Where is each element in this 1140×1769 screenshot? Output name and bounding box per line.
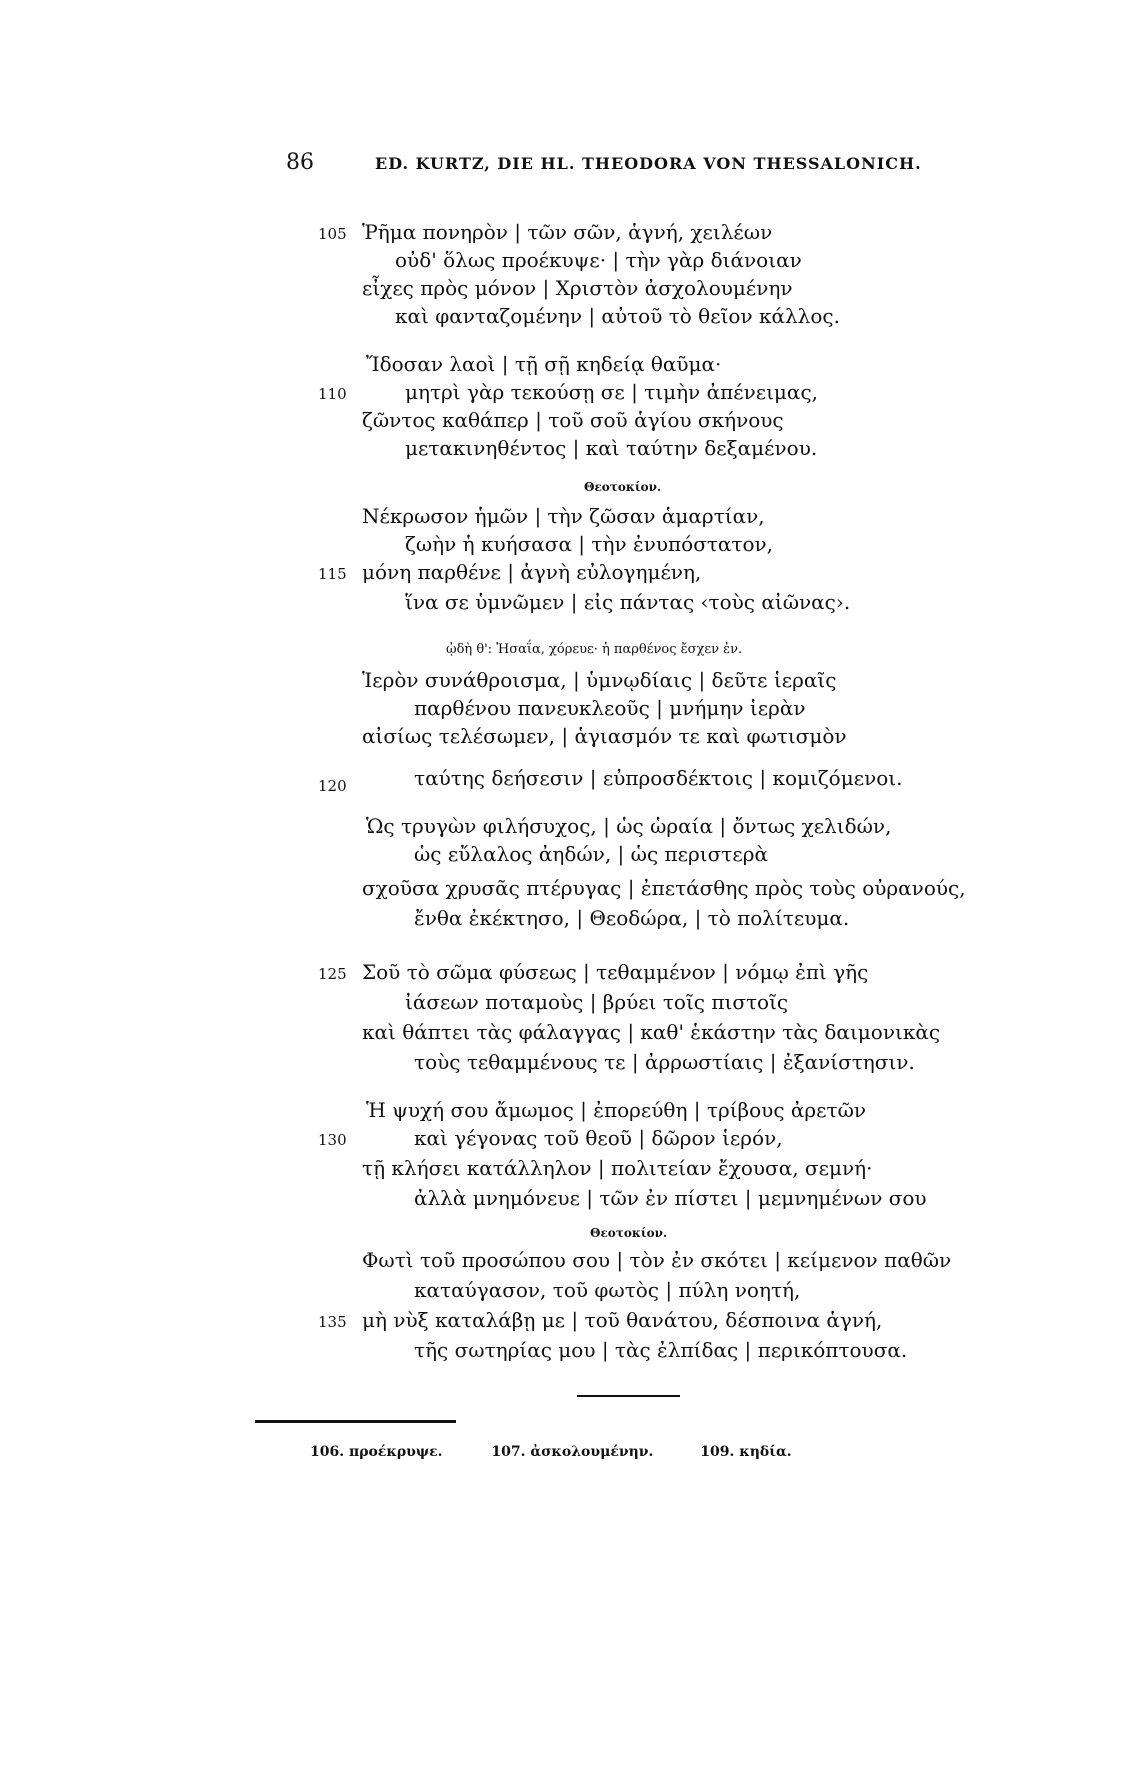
ode-rubric: ᾠδὴ θ': Ἠσαΐα, χόρευε· ἡ παρθένος ἔσχεν ἐν. [446, 642, 743, 657]
verse-line: καὶ θάπτει τὰς φάλαγγας | καθ' ἑκάστην τὰς δαιμονικὰς [362, 1020, 941, 1044]
verse-line: σχοῦσα χρυσᾶς πτέρυγας | ἐπετάσθης πρὸς τοὺς οὐρανούς, [362, 876, 966, 900]
line-number: 135 [318, 1313, 347, 1331]
footnote: 109. κηδία. [700, 1444, 792, 1460]
verse-line: ταύτης δεήσεσιν | εὐπροσδέκτοις | κομιζόμενοι. [414, 766, 903, 790]
verse-line: Ὡς τρυγὼν φιλήσυχος, | ὡς ὡραία | ὄντως χελιδών, [366, 814, 892, 838]
theotokion-rubric: Θεοτοκίον. [590, 1226, 668, 1240]
line-number: 130 [318, 1131, 347, 1149]
verse-line: ὡς εὔλαλος ἀηδών, | ὡς περιστερὰ [414, 842, 768, 866]
footnote: 107. ἀσκολουμένην. [491, 1444, 654, 1460]
verse-line: εἶχες πρὸς μόνον | Χριστὸν ἀσχολουμένην [362, 276, 793, 300]
verse-line: Φωτὶ τοῦ προσώπου σου | τὸν ἐν σκότει | κείμενον παθῶν [362, 1248, 952, 1272]
verse-line: Ἡ ψυχή σου ἄμωμος | ἐπορεύθη | τρίβους ἀρετῶν [366, 1098, 867, 1122]
line-number: 105 [318, 225, 347, 243]
verse-line: οὐδ' ὅλως προέκυψε· | τὴν γὰρ διάνοιαν [395, 248, 802, 272]
line-number: 120 [318, 777, 347, 795]
page-number: 86 [286, 150, 314, 175]
running-head: ED. KURTZ, DIE HL. THEODORA VON THESSALONICH. [375, 154, 922, 173]
verse-line: ζῶντος καθάπερ | τοῦ σοῦ ἁγίου σκήνους [362, 408, 784, 432]
verse-line: ἔνθα ἐκέκτησο, | Θεοδώρα, | τὸ πολίτευμα. [414, 906, 850, 930]
verse-line: Σοῦ τὸ σῶμα φύσεως | τεθαμμένον | νόμῳ ἐπὶ γῆς [362, 960, 869, 984]
verse-line: μὴ νὺξ καταλάβῃ με | τοῦ θανάτου, δέσποινα ἁγνή, [362, 1308, 883, 1332]
verse-line: αἰσίως τελέσωμεν, | ἁγιασμόν τε καὶ φωτισμὸν [362, 724, 847, 748]
verse-line: παρθένου πανευκλεοῦς | μνήμην ἱερὰν [414, 696, 806, 720]
apparatus-footnotes [310, 1444, 792, 1460]
verse-line: Ἴδοσαν λαοὶ | τῇ σῇ κηδείᾳ θαῦμα· [366, 352, 722, 376]
verse-line: καὶ φανταζομένην | αὐτοῦ τὸ θεῖον κάλλος. [395, 304, 840, 328]
footnote: 106. προέκρυψε. [310, 1444, 443, 1460]
verse-line: Ἱερὸν συνάθροισμα, | ὑμνῳδίαις | δεῦτε ἱεραῖς [362, 668, 837, 692]
verse-line: καταύγασον, τοῦ φωτὸς | πύλη νοητή, [414, 1278, 801, 1302]
verse-line: τοὺς τεθαμμένους τε | ἀρρωστίαις | ἐξανίστησιν. [414, 1050, 915, 1074]
verse-line: τῆς σωτηρίας μου | τὰς ἐλπίδας | περικόπτουσα. [414, 1338, 908, 1362]
line-number: 110 [318, 385, 347, 403]
verse-line: μητρὶ γὰρ τεκούσῃ σε | τιμὴν ἀπένειμας, [405, 380, 818, 404]
verse-line: ἵνα σε ὑμνῶμεν | εἰς πάντας ‹τοὺς αἰῶνας›. [405, 590, 851, 614]
verse-line: Νέκρωσον ἡμῶν | τὴν ζῶσαν ἁμαρτίαν, [362, 504, 765, 528]
line-number: 115 [318, 565, 347, 583]
verse-line: ζωὴν ἡ κυήσασα | τὴν ἐνυπόστατον, [405, 532, 774, 556]
verse-line: ἀλλὰ μνημόνευε | τῶν ἐν πίστει | μεμνημένων σου [414, 1186, 927, 1210]
verse-line: καὶ γέγονας τοῦ θεοῦ | δῶρον ἱερόν, [414, 1126, 783, 1150]
verse-line: ἰάσεων ποταμοὺς | βρύει τοῖς πιστοῖς [405, 990, 789, 1014]
footnote-rule [255, 1420, 456, 1423]
theotokion-rubric: Θεοτοκίον. [584, 480, 662, 494]
verse-line: μετακινηθέντος | καὶ ταύτην δεξαμένου. [405, 436, 818, 460]
verse-line: Ῥῆμα πονηρὸν | τῶν σῶν, ἁγνή, χειλέων [362, 220, 773, 244]
line-number: 125 [318, 965, 347, 983]
end-rule [577, 1395, 680, 1397]
verse-line: μόνη παρθένε | ἁγνὴ εὐλογημένη, [362, 560, 702, 584]
verse-line: τῇ κλήσει κατάλληλον | πολιτείαν ἔχουσα, σεμνή· [362, 1156, 873, 1180]
